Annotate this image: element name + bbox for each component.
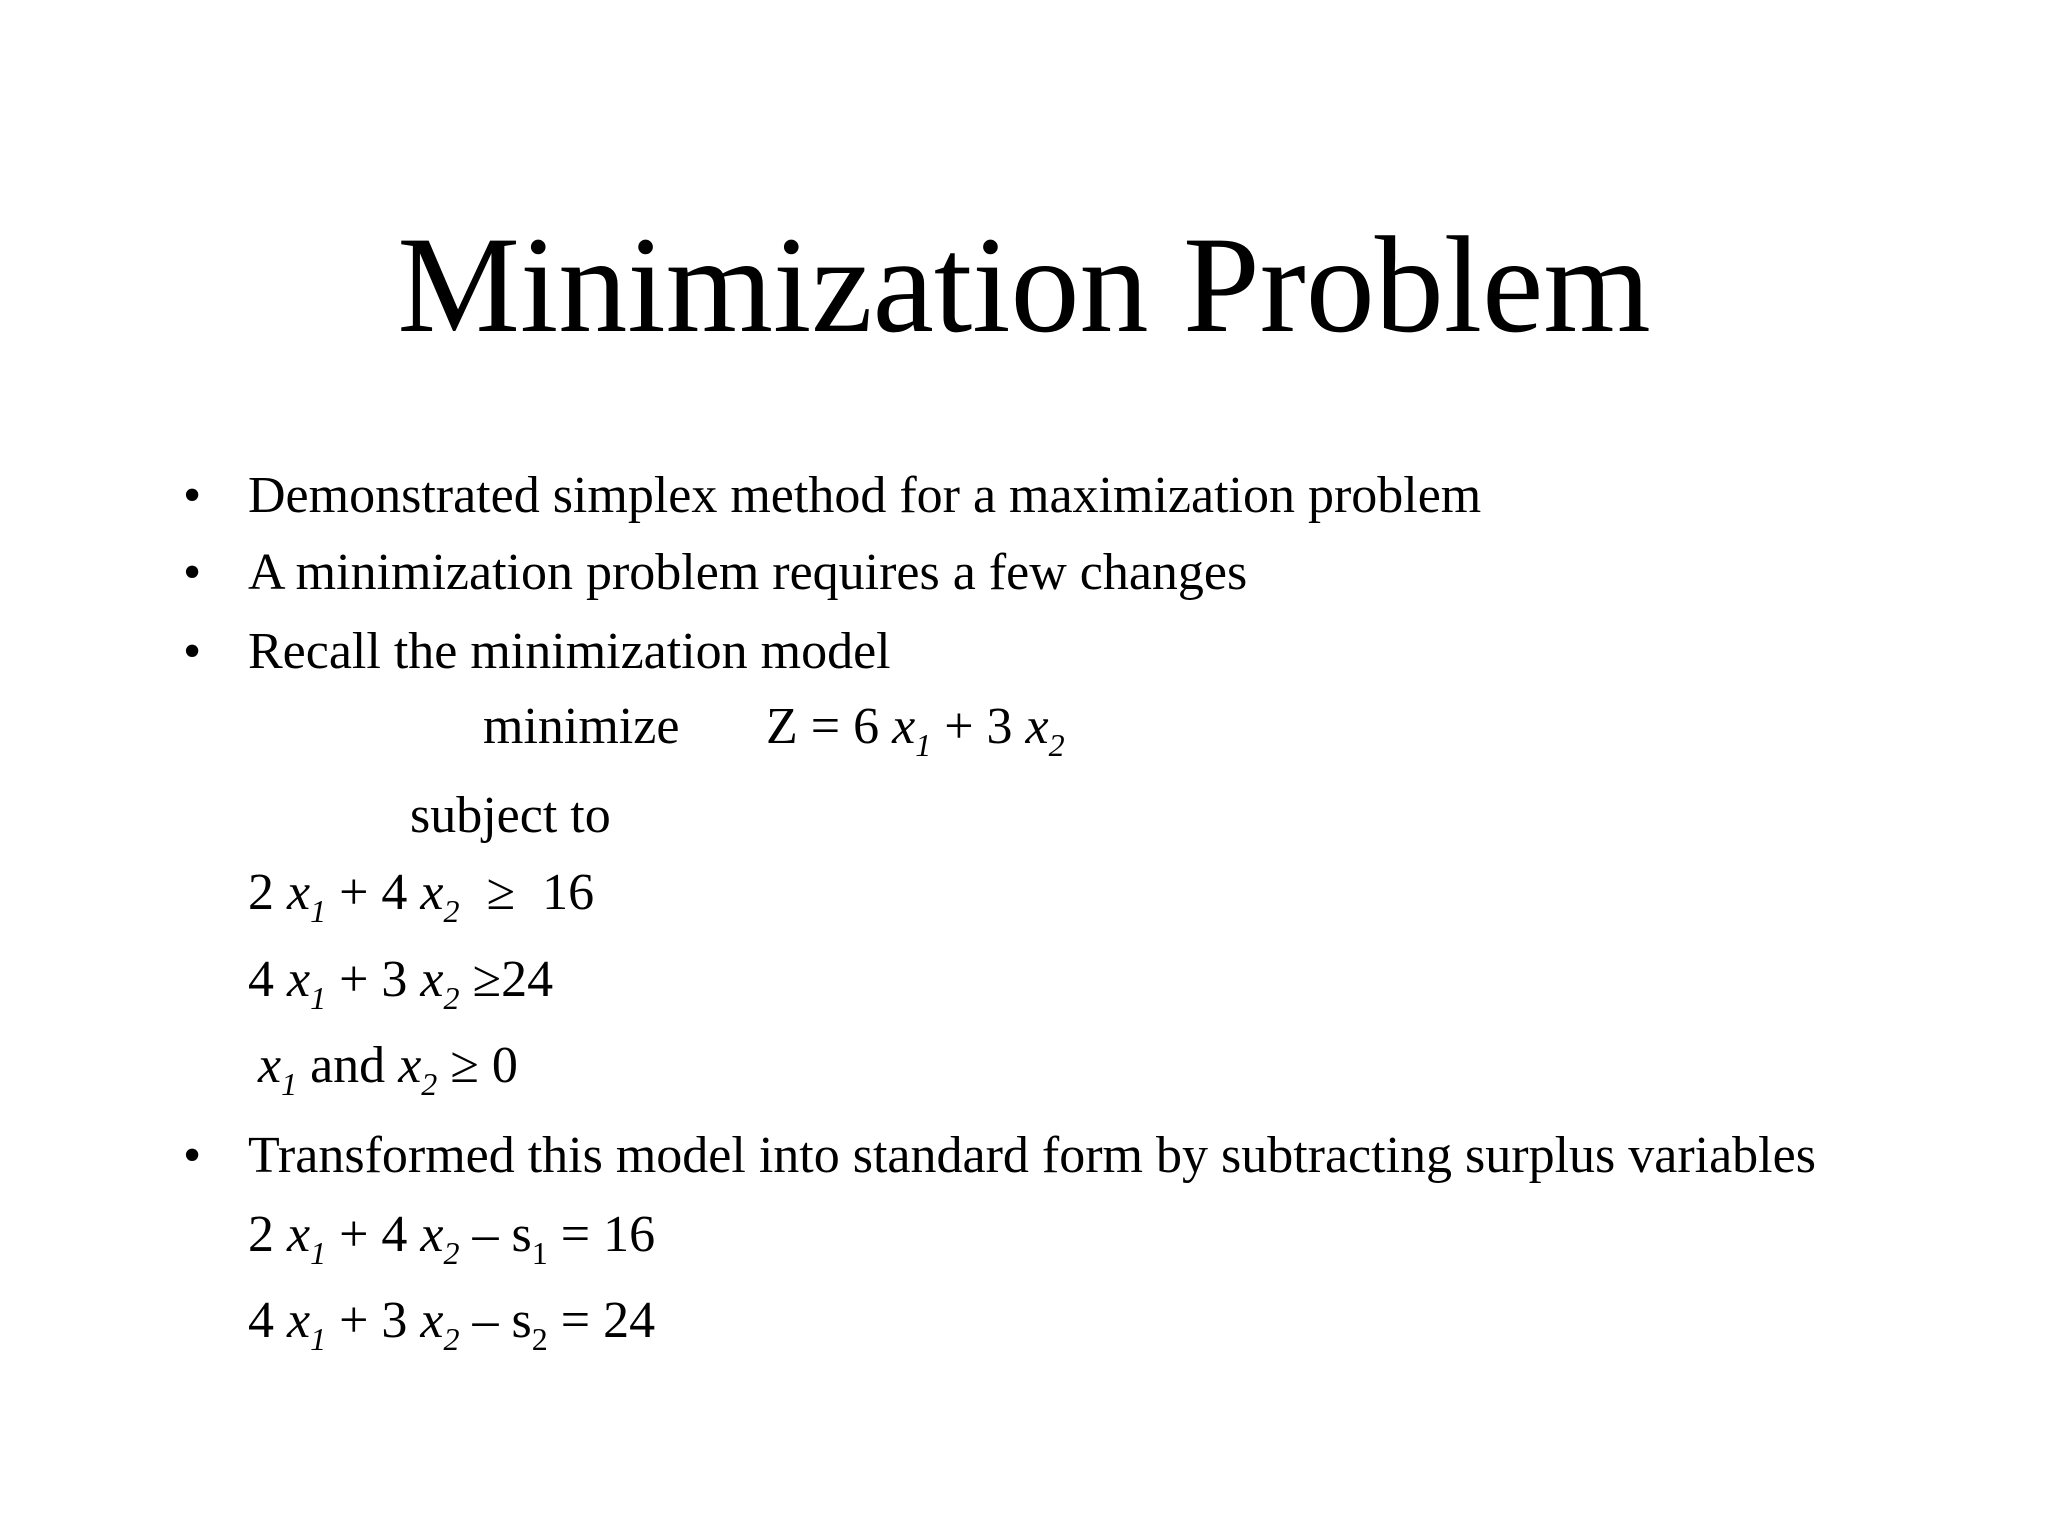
nonnegativity-constraint: $x_1$ and $x_2 \ge 0$ (258, 1037, 518, 1102)
subject-to-label: subject to (410, 787, 611, 844)
constraint-1: 2 $x_1 + 4$ $x_2 \ge 16$ (248, 864, 595, 929)
bullet-text-4: Transformed this model into standard form by subtracting surplus variables (248, 1127, 1816, 1184)
minimize-label: minimize (483, 698, 680, 755)
standard-form-equation-2: 4 $x_1 + 3$ $x_2 - s_2 = 24$ (248, 1292, 656, 1357)
bullet-marker-3: • (183, 623, 202, 680)
slide-title: Minimization Problem (397, 208, 1651, 361)
bullet-text-1: Demonstrated simplex method for a maximization problem (248, 467, 1482, 524)
objective-function: Z = 6 $x_1 + 3$ $x_2$ (766, 698, 1065, 763)
standard-form-equation-1: 2 $x_1 + 4$ $x_2 - s_1 = 16$ (248, 1206, 656, 1271)
bullet-text-2: A minimization problem requires a few changes (248, 544, 1248, 601)
bullet-marker-2: • (183, 544, 202, 601)
bullet-text-3: Recall the minimization model (248, 623, 891, 680)
bullet-marker-4: • (183, 1127, 202, 1184)
constraint-2: 4 $x_1 + 3$ $x_2 \ge 24$ (248, 951, 554, 1016)
bullet-marker-1: • (183, 467, 202, 524)
